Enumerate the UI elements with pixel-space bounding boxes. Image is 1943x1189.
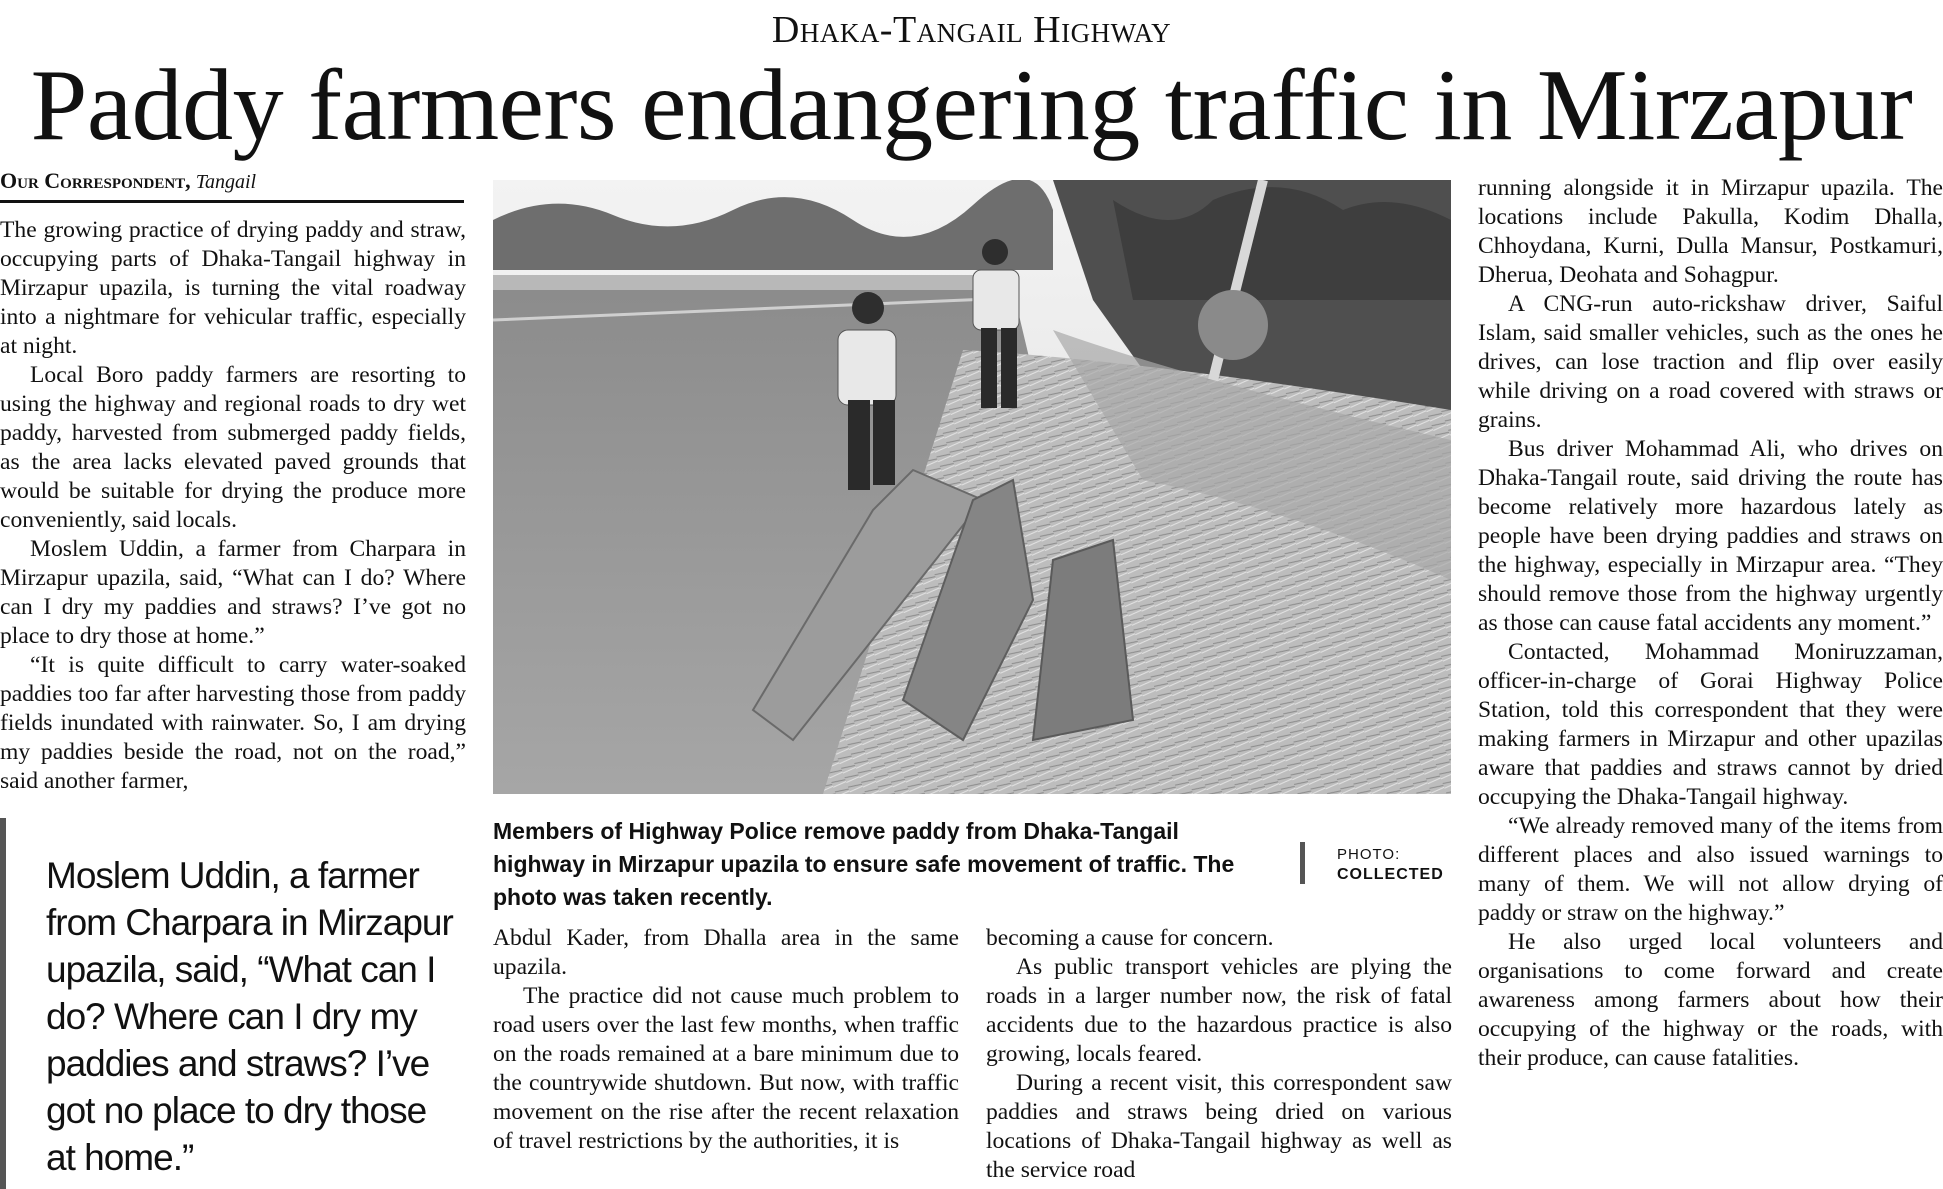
paragraph: Bus driver Mohammad Ali, who drives on Dhaka-Tangail route, said driving the route has become relatively more hazardous lately as people have been drying paddies and straws on the highway, especially in Mirzapur area. “They should remove those from the highway urgently as those can cause fatal accidents any moment.”: [1478, 436, 1943, 636]
photo-credit: [1300, 842, 1444, 884]
paragraph: Moslem Uddin, a farmer from Charpara in Mirzapur upazila, said, “What can I do? Where can I dry my paddies and straws? I’ve got no place to dry those at home.”: [0, 536, 466, 649]
section-kicker: Dhaka-Tangail Highway: [771, 9, 1172, 51]
article-column-1: [0, 216, 466, 796]
byline-name: Our Correspondent,: [0, 168, 191, 193]
paragraph: running alongside it in Mirzapur upazila. The locations include Pakulla, Kodim Dhalla, Chhoydana, Kurni, Dulla Mansur, Postkamuri, Dherua, Deohata and Sohagpur.: [1478, 175, 1943, 288]
headline: Paddy farmers endangering traffic in Mirzapur: [30, 49, 1913, 162]
photo-credit-value: COLLECTED: [1337, 866, 1444, 883]
paragraph: Contacted, Mohammad Moniruzzaman, officer-in-charge of Gorai Highway Police Station, told this correspondent that they were making farmers in Mirzapur and other upazilas aware that paddies and straws cannot by dried occupying the Dhaka-Tangail highway.: [1478, 639, 1943, 810]
pull-quote: [0, 818, 468, 1189]
paragraph: The growing practice of drying paddy and straw, occupying parts of Dhaka-Tangail highway in Mirzapur upazila, is turning the vital roadway into a nightmare for vehicular traffic, especially at night.: [0, 217, 466, 359]
photo-caption: Members of Highway Police remove paddy from Dhaka-Tangail highway in Mirzapur upazila to ensure safe movement of traffic. The photo was taken recently.: [493, 818, 1235, 910]
article-column-3: [986, 924, 1452, 1189]
paragraph: “It is quite difficult to carry water-soaked paddies too far after harvesting those from paddy fields inundated with rainwater. So, I am drying my paddies beside the road, not on the road,” said another farmer,: [0, 652, 466, 794]
paragraph: Abdul Kader, from Dhalla area in the same upazila.: [493, 925, 959, 980]
paragraph: becoming a cause for concern.: [986, 925, 1274, 951]
pull-quote-text: Moslem Uddin, a farmer from Charpara in Mirzapur upazila, said, “What can I do? Where can I dry my paddies and straws? I’ve got no place to dry those at home.”: [46, 855, 453, 1178]
paragraph: The practice did not cause much problem to road users over the last few months, when traffic on the roads remained at a bare minimum due to the countrywide shutdown. But now, with traffic movement on the rise after the recent relaxation of travel restrictions by the authorities, it is: [493, 983, 959, 1154]
paragraph: A CNG-run auto-rickshaw driver, Saiful Islam, said smaller vehicles, such as the ones he drives, can lose traction and flip over easily while driving on a road covered with straws or grains.: [1478, 291, 1943, 433]
article-column-2: [493, 924, 959, 1189]
article-column-4: [1478, 174, 1943, 1189]
pull-quote-rule: [0, 818, 6, 1189]
byline: [0, 168, 464, 203]
paragraph: During a recent visit, this correspondent saw paddies and straws being dried on various locations of Dhaka-Tangail highway as well as the service road: [986, 1070, 1452, 1183]
paragraph: Local Boro paddy farmers are resorting to using the highway and regional roads to dry wet paddy, harvested from submerged paddy fields, as the area lacks elevated paved grounds that would be suitable for drying the produce more conveniently, said locals.: [0, 362, 466, 533]
byline-place: Tangail: [195, 171, 257, 193]
paragraph: As public transport vehicles are plying the roads in a larger number now, the risk of fatal accidents due to the hazardous practice is also growing, locals feared.: [986, 954, 1452, 1067]
photo-credit-label: PHOTO:: [1337, 846, 1401, 863]
news-photo: [493, 180, 1451, 794]
paragraph: He also urged local volunteers and organisations to come forward and create awareness among farmers about how their occupying of the highway or the roads, with their produce, can cause fatalities.: [1478, 929, 1943, 1071]
paragraph: “We already removed many of the items from different places and also issued warnings to many of them. We will not allow drying of paddy or straw on the highway.”: [1478, 813, 1943, 926]
